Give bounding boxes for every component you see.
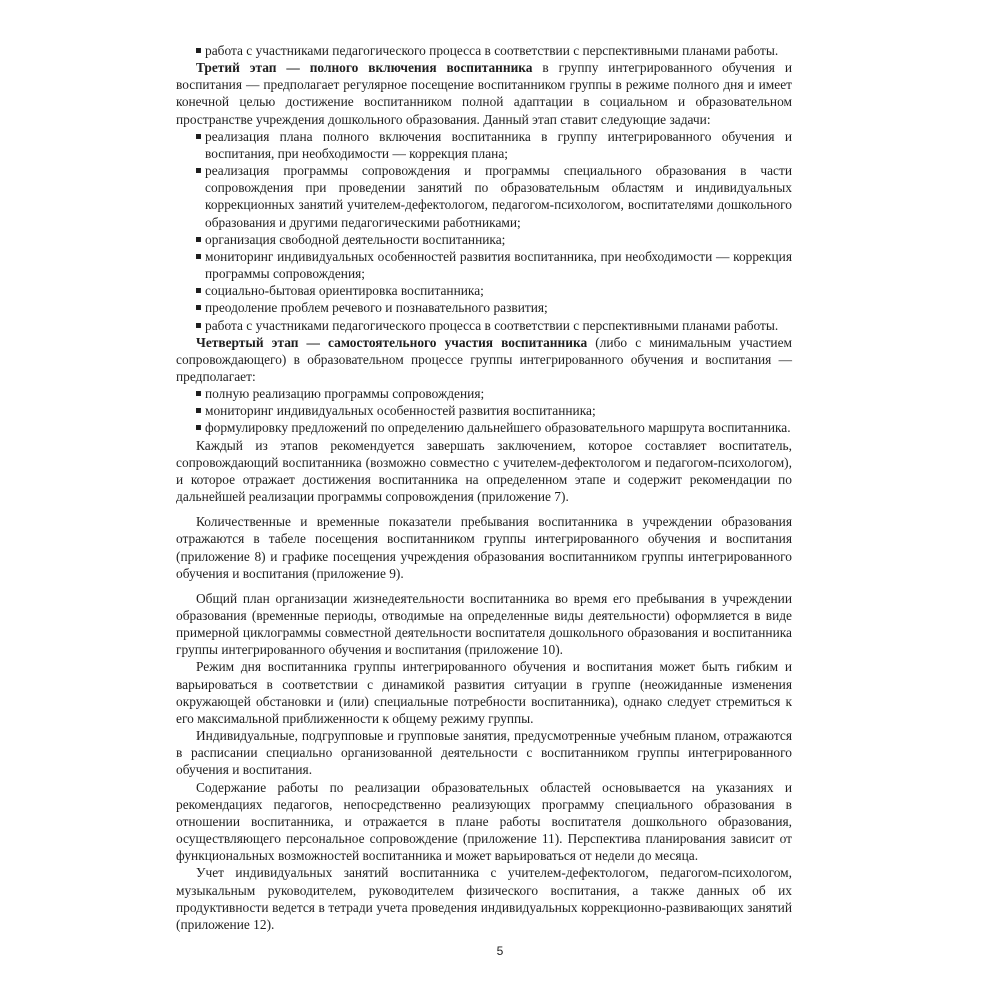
list-item: мониторинг индивидуальных особенностей развития воспитанника; <box>176 402 792 419</box>
paragraph: Содержание работы по реализации образовательных областей основывается на указаниях и рекомендациях педагогов, непосредственно реализующих программу специального образования в отношении воспитанника, и отражается в плане работы воспитателя дошкольного образования, осуществляющего персональное сопровождение (приложение 11). Перспектива планирования зависит от функциональных возможностей воспитанника и может варьироваться от недели до месяца. <box>176 779 792 864</box>
page-content <box>176 42 792 933</box>
paragraph: Каждый из этапов рекомендуется завершать заключением, которое составляет воспитатель, сопровождающий воспитанника (возможно совместно с учителем-дефектологом и педагогом-психологом), и которое отражает достижения воспитанника на определенном этапе и содержит рекомендации по дальнейшей реализации программы сопровождения (приложение 7). <box>176 437 792 505</box>
list-item: полную реализацию программы сопровождения; <box>176 385 792 402</box>
paragraph: Учет индивидуальных занятий воспитанника с учителем-дефектологом, педагогом-психологом, музыкальным руководителем, руководителем физического воспитания, а также данных об их продуктивности ведется в тетради учета проведения индивидуальных коррекционно-развивающих занятий (приложение 12). <box>176 865 792 932</box>
list-item: реализация плана полного включения воспитанника в группу интегрированного обучения и воспитания, при необходимости — коррекция плана; <box>176 128 792 162</box>
stage-four-heading: Четвертый этап — самостоятельного участия воспитанника <box>196 334 588 350</box>
list-item: формулировку предложений по определению дальнейшего образовательного маршрута воспитанника. <box>176 419 792 436</box>
paragraph: Режим дня воспитанника группы интегрированного обучения и воспитания может быть гибким и варьироваться в соответствии с динамикой развития ситуации в группе (неожиданные изменения окружающей обстановки и (или) специальные потребности воспитанника), однако следует стремиться к его максимальной приближенности к общему режиму группы. <box>176 659 792 726</box>
page-number: 5 <box>496 944 504 958</box>
paragraph-text: (либо с минимальным участием сопровождающего) в образовательном процессе группы интегрированного обучения и воспитания — предполагает: <box>176 334 793 384</box>
paragraph: Количественные и временные показатели пребывания воспитанника в учреждении образования отражаются в табеле посещения воспитанником группы интегрированного обучения и воспитания (приложение 8) и графике посещения учреждения образования воспитанником группы интегрированного обучения и воспитания (приложение 9). <box>176 514 792 581</box>
stage-three-heading: Третий этап — полного включения воспитанника <box>196 60 533 76</box>
list-item: работа с участниками педагогического процесса в соответствии с перспективными планами работы. <box>176 317 792 334</box>
list-item: преодоление проблем речевого и познавательного развития; <box>176 299 792 316</box>
paragraph-text: в группу интегрированного обучения и воспитания — предполагает регулярное посещение воспитанником группы в режиме полного дня и имеет конечной целью достижение воспитанником полной адаптации в социальном и образовательном пространстве учреждения дошкольного образования. Данный этап ставит следующие задачи: <box>176 60 792 127</box>
paragraph: Индивидуальные, подгрупповые и групповые занятия, предусмотренные учебным планом, отражаются в расписании специально организованной деятельности с воспитанником группы интегрированного обучения и воспитания. <box>176 728 792 778</box>
paragraph-stage-three <box>176 59 792 128</box>
list-item: реализация программы сопровождения и программы специального образования в части сопровождения при проведении занятий по образовательным областям и индивидуальных коррекционных занятий учителем-дефектологом, педагогом-психологом, воспитателями дошкольного образования и другими педагогическими работниками; <box>176 162 792 231</box>
paragraph-stage-four <box>176 334 792 385</box>
list-item: работа с участниками педагогического процесса в соответствии с перспективными планами работы. <box>176 42 792 59</box>
list-item: мониторинг индивидуальных особенностей развития воспитанника, при необходимости — коррекция программы сопровождения; <box>176 248 792 282</box>
list-item: социально-бытовая ориентировка воспитанника; <box>176 282 792 299</box>
list-item: организация свободной деятельности воспитанника; <box>176 231 792 248</box>
paragraph: Общий план организации жизнедеятельности воспитанника во время его пребывания в учреждении образования (временные периоды, отводимые на определенные виды деятельности) оформляется в виде примерной циклограммы совместной деятельности воспитателя дошкольного образования и воспитанника группы интегрированного обучения и воспитания (приложение 10). <box>176 590 792 658</box>
